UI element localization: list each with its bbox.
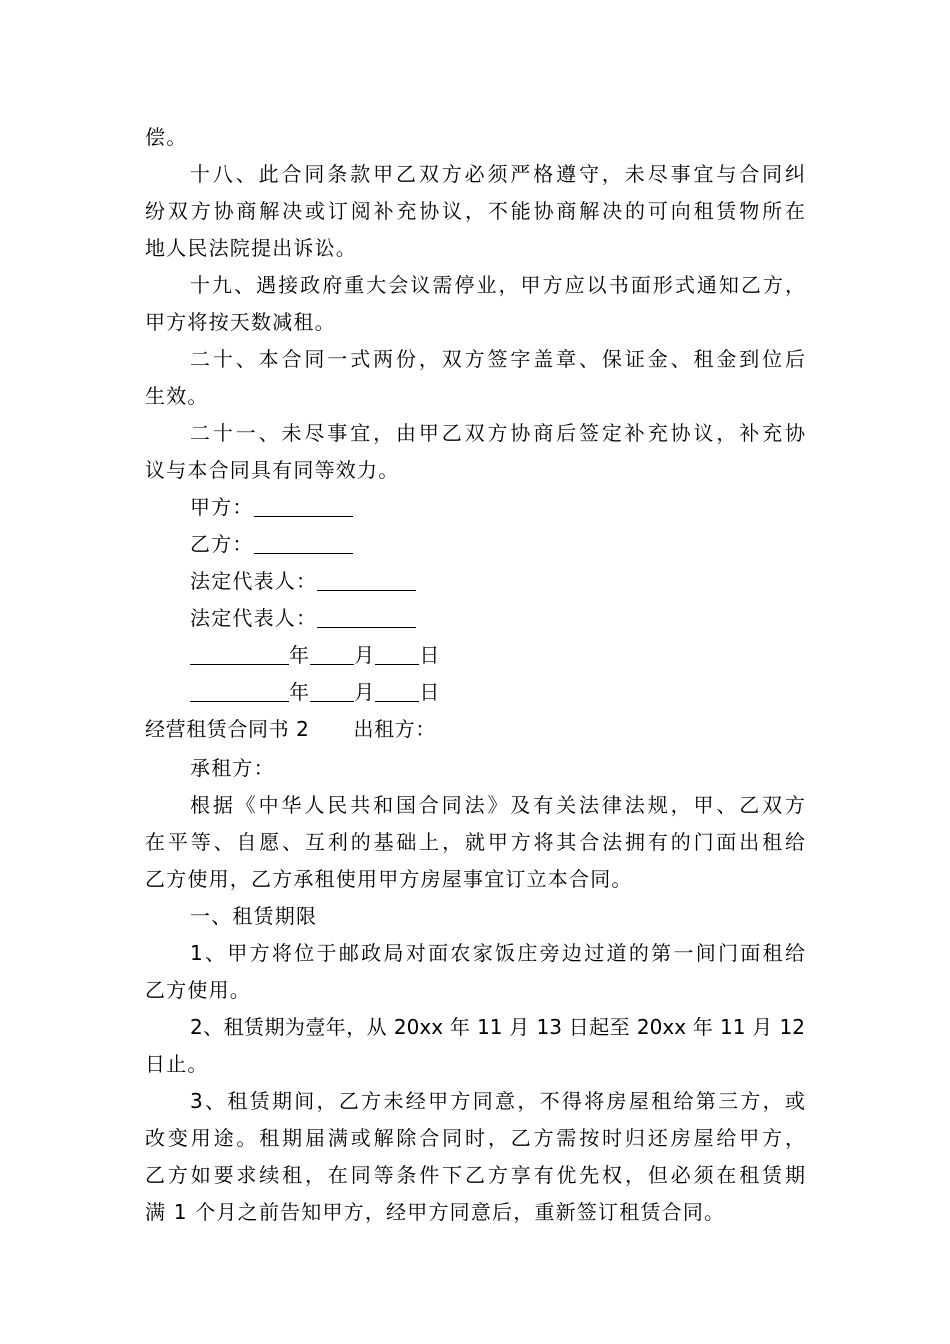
year-label: 年 [289, 643, 311, 667]
date-line-1 [190, 642, 441, 668]
year-label: 年 [289, 680, 311, 704]
month-blank[interactable] [310, 644, 354, 665]
clause-18-line-1: 十八、此合同条款甲乙双方必须严格遵守，未尽事宜与合同纠 [190, 162, 805, 186]
term-item-3-line-4: 满 1 个月之前告知甲方，经甲方同意后，重新签订租赁合同。 [145, 1200, 726, 1224]
month-label: 月 [354, 680, 376, 704]
legal-rep-2-signature [190, 605, 416, 631]
term-item-3-line-1: 3、租赁期间，乙方未经甲方同意，不得将房屋租给第三方，或 [190, 1089, 805, 1113]
legal-rep-1-signature [190, 568, 416, 594]
year-blank[interactable] [190, 644, 289, 665]
second-contract-heading [145, 716, 436, 742]
day-blank[interactable] [375, 644, 419, 665]
day-label: 日 [419, 643, 441, 667]
legal-rep-1-label: 法定代表人： [190, 569, 318, 593]
legal-rep-1-blank[interactable] [317, 570, 416, 591]
clause-21-line-2: 议与本合同具有同等效力。 [145, 458, 400, 482]
term-item-3-line-3: 乙方如要求续租，在同等条件下乙方享有优先权，但必须在租赁期 [145, 1163, 805, 1187]
preamble-line-3: 乙方使用，乙方承租使用甲方房屋事宜订立本合同。 [145, 867, 633, 891]
day-blank[interactable] [375, 681, 419, 702]
party-b-label: 乙方： [190, 532, 254, 556]
preamble-line-1: 根据《中华人民共和国合同法》及有关法律法规，甲、乙双方 [190, 793, 805, 817]
term-item-2-line-1: 2、租赁期为壹年，从 20xx 年 11 月 13 日起至 20xx 年 11 月 12 [190, 1015, 805, 1039]
party-b-blank[interactable] [254, 533, 353, 554]
month-blank[interactable] [310, 681, 354, 702]
clause-18-line-2: 纷双方协商解决或订阅补充协议，不能协商解决的可向租赁物所在 [145, 199, 805, 223]
section-heading-lease-term: 一、租赁期限 [190, 904, 318, 928]
term-item-1-line-1: 1、甲方将位于邮政局对面农家饭庄旁边过道的第一间门面租给 [190, 941, 805, 965]
party-a-blank[interactable] [254, 496, 353, 517]
term-item-2-line-2: 日止。 [145, 1052, 209, 1076]
clause-19-line-1: 十九、遇接政府重大会议需停业，甲方应以书面形式通知乙方， [190, 273, 805, 297]
year-blank[interactable] [190, 681, 289, 702]
preamble-line-2: 在平等、自愿、互利的基础上，就甲方将其合法拥有的门面出租给 [145, 830, 805, 854]
term-item-1-line-2: 乙方使用。 [145, 978, 251, 1002]
month-label: 月 [354, 643, 376, 667]
lessor-label: 出租方： [353, 717, 436, 741]
clause-21-line-1: 二十一、未尽事宜，由甲乙双方协商后签定补充协议，补充协 [190, 421, 805, 445]
party-b-signature [190, 531, 353, 557]
text-line: 偿。 [145, 125, 188, 149]
date-line-2 [190, 679, 441, 705]
party-a-label: 甲方： [190, 495, 254, 519]
term-item-3-line-2: 改变用途。租期届满或解除合同时，乙方需按时归还房屋给甲方， [145, 1126, 805, 1150]
legal-rep-2-label: 法定代表人： [190, 606, 318, 630]
day-label: 日 [419, 680, 441, 704]
legal-rep-2-blank[interactable] [317, 607, 416, 628]
second-contract-title: 经营租赁合同书 2 [145, 717, 310, 741]
party-a-signature [190, 494, 353, 520]
lessee-label: 承租方： [190, 756, 275, 780]
clause-19-line-2: 甲方将按天数减租。 [145, 310, 336, 334]
clause-20-line-1: 二十、本合同一式两份，双方签字盖章、保证金、租金到位后 [190, 347, 805, 371]
clause-20-line-2: 生效。 [145, 384, 209, 408]
clause-18-line-3: 地人民法院提出诉讼。 [145, 236, 357, 260]
